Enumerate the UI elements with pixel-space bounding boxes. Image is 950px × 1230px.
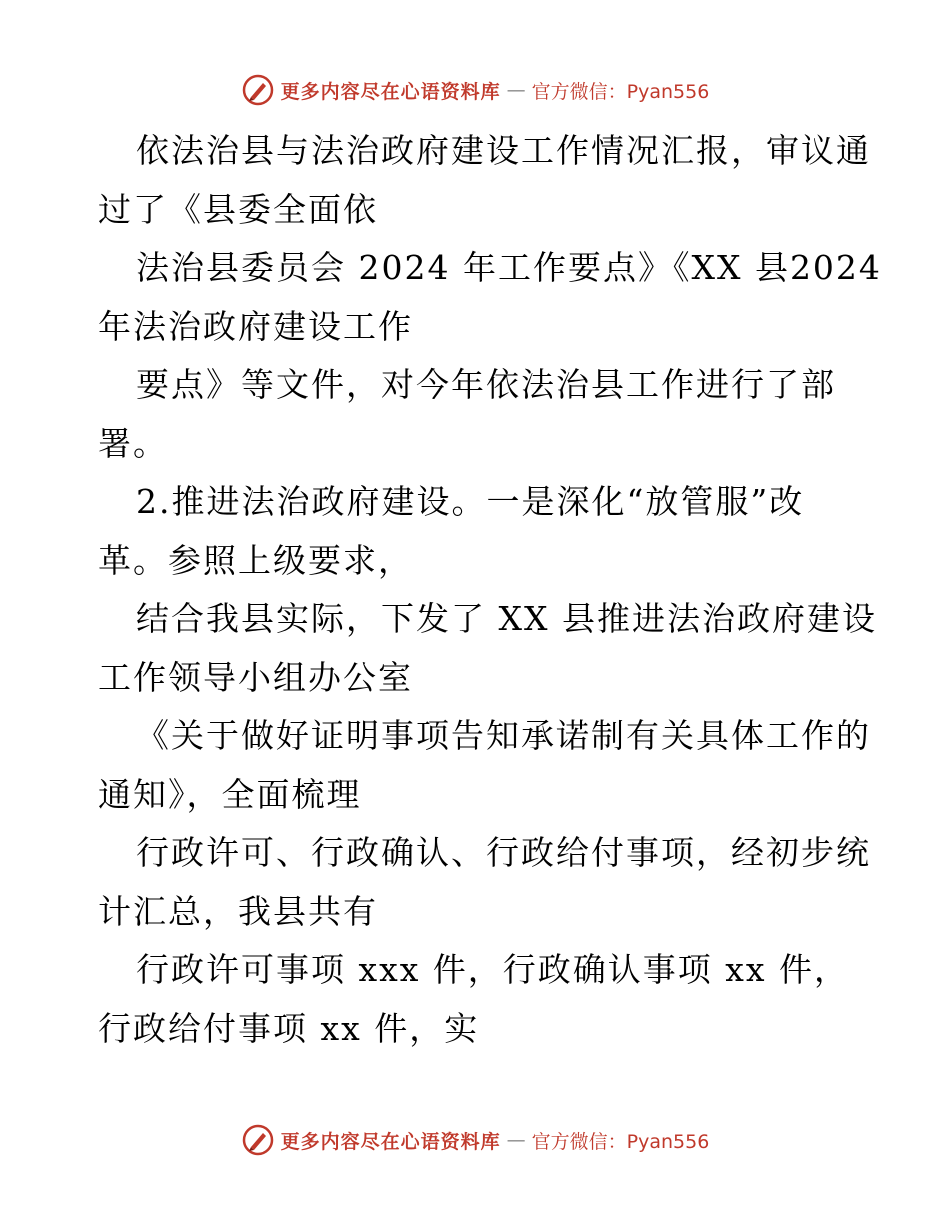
pen-logo-icon [241, 1123, 275, 1157]
text-line: 过了《县委全面依 [98, 189, 378, 229]
pen-logo-icon [241, 73, 275, 107]
text-line: 依法治县与法治政府建设工作情况汇报，审议通 [136, 131, 871, 170]
text-line: 行政许可事项 xxx 件，行政确认事项 xx 件， [136, 950, 850, 989]
watermark-separator: — [506, 1129, 526, 1151]
text-line: 署。 [98, 423, 168, 463]
watermark-text: 更多内容尽在心语资料库 [280, 1130, 501, 1153]
text-line: 计汇总，我县共有 [98, 891, 378, 931]
text-line: 结合我县实际，下发了 XX 县推进法治政府建设 [136, 599, 877, 638]
text-line: 工作领导小组办公室 [98, 657, 413, 697]
document-body [98, 122, 882, 1058]
footer-watermark [0, 1120, 950, 1160]
text-line: 法治县委员会 2024 年工作要点》《XX 县2024 [136, 248, 882, 287]
text-line: 要点》等文件，对今年依法治县工作进行了部 [136, 365, 836, 404]
text-line: 年法治政府建设工作 [98, 306, 413, 346]
text-line: 行政许可、行政确认、行政给付事项，经初步统 [136, 833, 871, 872]
watermark-group [241, 73, 710, 107]
text-line: 《关于做好证明事项告知承诺制有关具体工作的 [136, 716, 871, 755]
header-watermark [0, 70, 950, 110]
watermark-contact: 官方微信：Pyan556 [531, 80, 710, 103]
watermark-group [241, 1123, 710, 1157]
text-line: 革。参照上级要求， [98, 540, 413, 580]
text-line: 2.推进法治政府建设。一是深化“放管服”改 [136, 482, 805, 521]
watermark-text: 更多内容尽在心语资料库 [280, 80, 501, 103]
text-line: 行政给付事项 xx 件，实 [98, 1008, 480, 1048]
watermark-separator: — [506, 79, 526, 101]
watermark-contact: 官方微信：Pyan556 [531, 1130, 710, 1153]
text-line: 通知》，全面梳理 [98, 774, 362, 814]
